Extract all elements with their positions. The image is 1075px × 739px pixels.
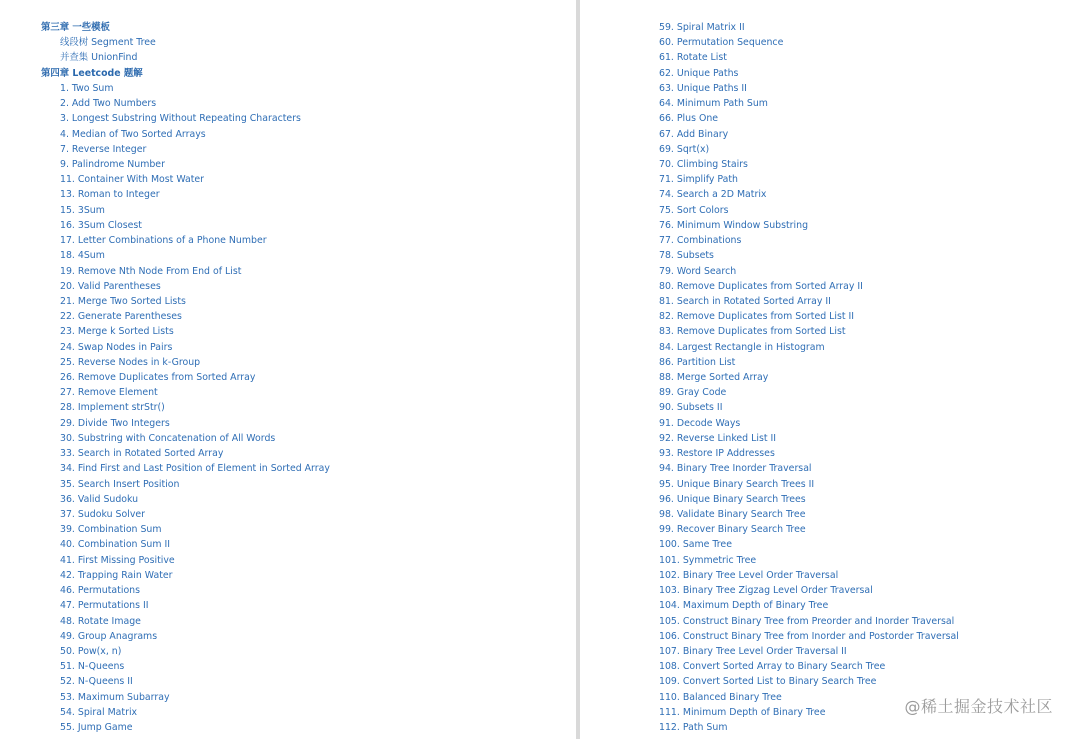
toc-entry-link[interactable]: 91. Decode Ways: [659, 417, 741, 429]
toc-entry-link[interactable]: 16. 3Sum Closest: [60, 219, 142, 231]
toc-entry-link[interactable]: 28. Implement strStr(): [60, 402, 165, 414]
toc-entry-link[interactable]: 23. Merge k Sorted Lists: [60, 326, 174, 338]
toc-entry-link[interactable]: 71. Simplify Path: [659, 174, 738, 186]
toc-entry-link[interactable]: 49. Group Anagrams: [60, 630, 158, 642]
toc-entry-link[interactable]: 19. Remove Nth Node From End of List: [60, 265, 242, 277]
watermark: @稀土掘金技术社区: [904, 697, 1053, 716]
toc-entry-link[interactable]: 99. Recover Binary Search Tree: [659, 524, 806, 536]
toc-entry-link[interactable]: 106. Construct Binary Tree from Inorder and Postorder Traversal: [659, 630, 959, 642]
toc-entry-link[interactable]: 95. Unique Binary Search Trees II: [659, 478, 815, 490]
toc-entry-link[interactable]: 83. Remove Duplicates from Sorted List: [659, 326, 846, 338]
toc-entry-link[interactable]: 74. Search a 2D Matrix: [659, 189, 767, 201]
toc-entry-link[interactable]: 线段树 Segment Tree: [60, 37, 156, 49]
toc-entry-link[interactable]: 92. Reverse Linked List II: [659, 432, 777, 444]
toc-entry-link[interactable]: 105. Construct Binary Tree from Preorder and Inorder Traversal: [659, 615, 955, 627]
toc-entry-link[interactable]: 60. Permutation Sequence: [659, 37, 784, 49]
toc-entry-link[interactable]: 2. Add Two Numbers: [60, 98, 157, 110]
toc-entry-link[interactable]: 88. Merge Sorted Array: [659, 372, 769, 384]
toc-entry-link[interactable]: 82. Remove Duplicates from Sorted List II: [659, 311, 855, 323]
toc-entry-link[interactable]: 37. Sudoku Solver: [60, 509, 145, 520]
toc-entry-link[interactable]: 100. Same Tree: [659, 539, 732, 551]
toc-list-right: [659, 20, 959, 735]
toc-entry-link[interactable]: 96. Unique Binary Search Trees: [659, 493, 806, 505]
toc-entry-link[interactable]: 24. Swap Nodes in Pairs: [60, 341, 173, 353]
toc-entry-link[interactable]: 36. Valid Sudoku: [60, 493, 139, 505]
toc-entry-link[interactable]: 67. Add Binary: [659, 128, 729, 140]
toc-entry-link[interactable]: 98. Validate Binary Search Tree: [659, 509, 806, 520]
toc-entry-link[interactable]: 35. Search Insert Position: [60, 478, 180, 490]
toc-entry-link[interactable]: 34. Find First and Last Position of Element in Sorted Array: [60, 463, 330, 475]
toc-entry-link[interactable]: 17. Letter Combinations of a Phone Number: [60, 235, 267, 247]
toc-entry-link[interactable]: 26. Remove Duplicates from Sorted Array: [60, 372, 256, 384]
toc-entry-link[interactable]: 9. Palindrome Number: [60, 158, 165, 170]
toc-entry-link[interactable]: 90. Subsets II: [659, 402, 723, 414]
toc-entry-link[interactable]: 40. Combination Sum II: [60, 539, 171, 551]
toc-entry-link[interactable]: 47. Permutations II: [60, 600, 149, 612]
toc-entry-link[interactable]: 54. Spiral Matrix: [60, 706, 138, 718]
toc-entry-link[interactable]: 101. Symmetric Tree: [659, 554, 757, 566]
toc-entry-link[interactable]: 108. Convert Sorted Array to Binary Search Tree: [659, 661, 886, 673]
toc-chapter-link[interactable]: 第四章 Leetcode 题解: [41, 67, 143, 79]
toc-entry-link[interactable]: 1. Two Sum: [60, 82, 114, 94]
toc-entry-link[interactable]: 33. Search in Rotated Sorted Array: [60, 448, 224, 460]
toc-entry-link[interactable]: 20. Valid Parentheses: [60, 280, 161, 292]
toc-entry-link[interactable]: 41. First Missing Positive: [60, 554, 175, 566]
toc-entry-link[interactable]: 93. Restore IP Addresses: [659, 448, 775, 460]
toc-entry-link[interactable]: 77. Combinations: [659, 235, 742, 247]
toc-entry-link[interactable]: 13. Roman to Integer: [60, 189, 160, 201]
toc-entry-link[interactable]: 18. 4Sum: [60, 250, 105, 262]
toc-entry-link[interactable]: 111. Minimum Depth of Binary Tree: [659, 706, 826, 718]
toc-entry-link[interactable]: 64. Minimum Path Sum: [659, 98, 768, 110]
toc-entry-link[interactable]: 104. Maximum Depth of Binary Tree: [659, 600, 829, 612]
toc-entry-link[interactable]: 59. Spiral Matrix II: [659, 22, 745, 33]
toc-entry-link[interactable]: 78. Subsets: [659, 250, 714, 262]
toc-entry-link[interactable]: 109. Convert Sorted List to Binary Search Tree: [659, 676, 877, 688]
toc-entry-link[interactable]: 63. Unique Paths II: [659, 82, 747, 94]
toc-entry-link[interactable]: 70. Climbing Stairs: [659, 158, 748, 170]
toc-entry-link[interactable]: 79. Word Search: [659, 265, 737, 277]
toc-entry-link[interactable]: 107. Binary Tree Level Order Traversal II: [659, 645, 847, 657]
toc-entry-link[interactable]: 110. Balanced Binary Tree: [659, 691, 782, 703]
toc-entry-link[interactable]: 62. Unique Paths: [659, 67, 739, 79]
toc-entry-link[interactable]: 7. Reverse Integer: [60, 143, 147, 155]
toc-entry-link[interactable]: 21. Merge Two Sorted Lists: [60, 295, 186, 307]
toc-entry-link[interactable]: 69. Sqrt(x): [659, 143, 710, 155]
toc-entry-link[interactable]: 61. Rotate List: [659, 52, 727, 64]
toc-entry-link[interactable]: 50. Pow(x, n): [60, 645, 122, 657]
toc-entry-link[interactable]: 103. Binary Tree Zigzag Level Order Traversal: [659, 585, 873, 597]
toc-entry-link[interactable]: 27. Remove Element: [60, 387, 158, 399]
toc-entry-link[interactable]: 11. Container With Most Water: [60, 174, 205, 186]
toc-entry-link[interactable]: 22. Generate Parentheses: [60, 311, 182, 323]
toc-entry-link[interactable]: 25. Reverse Nodes in k-Group: [60, 356, 201, 368]
toc-entry-link[interactable]: 84. Largest Rectangle in Histogram: [659, 341, 825, 353]
toc-entry-link[interactable]: 4. Median of Two Sorted Arrays: [60, 128, 206, 140]
toc-entry-link[interactable]: 52. N-Queens II: [60, 676, 133, 688]
toc-entry-link[interactable]: 80. Remove Duplicates from Sorted Array II: [659, 280, 863, 292]
toc-page-right: [580, 0, 1075, 739]
toc-entry-link[interactable]: 89. Gray Code: [659, 387, 727, 399]
toc-entry-link[interactable]: 51. N-Queens: [60, 661, 125, 673]
toc-chapter-link[interactable]: 第三章 一些模板: [41, 22, 110, 33]
toc-entry-link[interactable]: 39. Combination Sum: [60, 524, 162, 536]
toc-entry-link[interactable]: 48. Rotate Image: [60, 615, 141, 627]
toc-entry-link[interactable]: 102. Binary Tree Level Order Traversal: [659, 569, 839, 581]
toc-entry-link[interactable]: 75. Sort Colors: [659, 204, 729, 216]
toc-list-left: [41, 20, 330, 735]
toc-entry-link[interactable]: 15. 3Sum: [60, 204, 105, 216]
toc-entry-link[interactable]: 94. Binary Tree Inorder Traversal: [659, 463, 812, 475]
toc-entry-link[interactable]: 30. Substring with Concatenation of All Words: [60, 432, 276, 444]
toc-entry-link[interactable]: 55. Jump Game: [60, 722, 133, 734]
toc-entry-link[interactable]: 76. Minimum Window Substring: [659, 219, 809, 231]
toc-entry-link[interactable]: 29. Divide Two Integers: [60, 417, 170, 429]
toc-entry-link[interactable]: 53. Maximum Subarray: [60, 691, 170, 703]
toc-entry-link[interactable]: 81. Search in Rotated Sorted Array II: [659, 295, 831, 307]
toc-entry-link[interactable]: 3. Longest Substring Without Repeating Characters: [60, 113, 301, 125]
toc-entry-link[interactable]: 66. Plus One: [659, 113, 719, 125]
toc-entry-link[interactable]: 46. Permutations: [60, 585, 141, 597]
toc-entry-link[interactable]: 42. Trapping Rain Water: [60, 569, 173, 581]
toc-entry-link[interactable]: 并查集 UnionFind: [60, 52, 138, 64]
toc-entry-link[interactable]: 86. Partition List: [659, 356, 736, 368]
toc-entry-link[interactable]: 112. Path Sum: [659, 722, 728, 734]
